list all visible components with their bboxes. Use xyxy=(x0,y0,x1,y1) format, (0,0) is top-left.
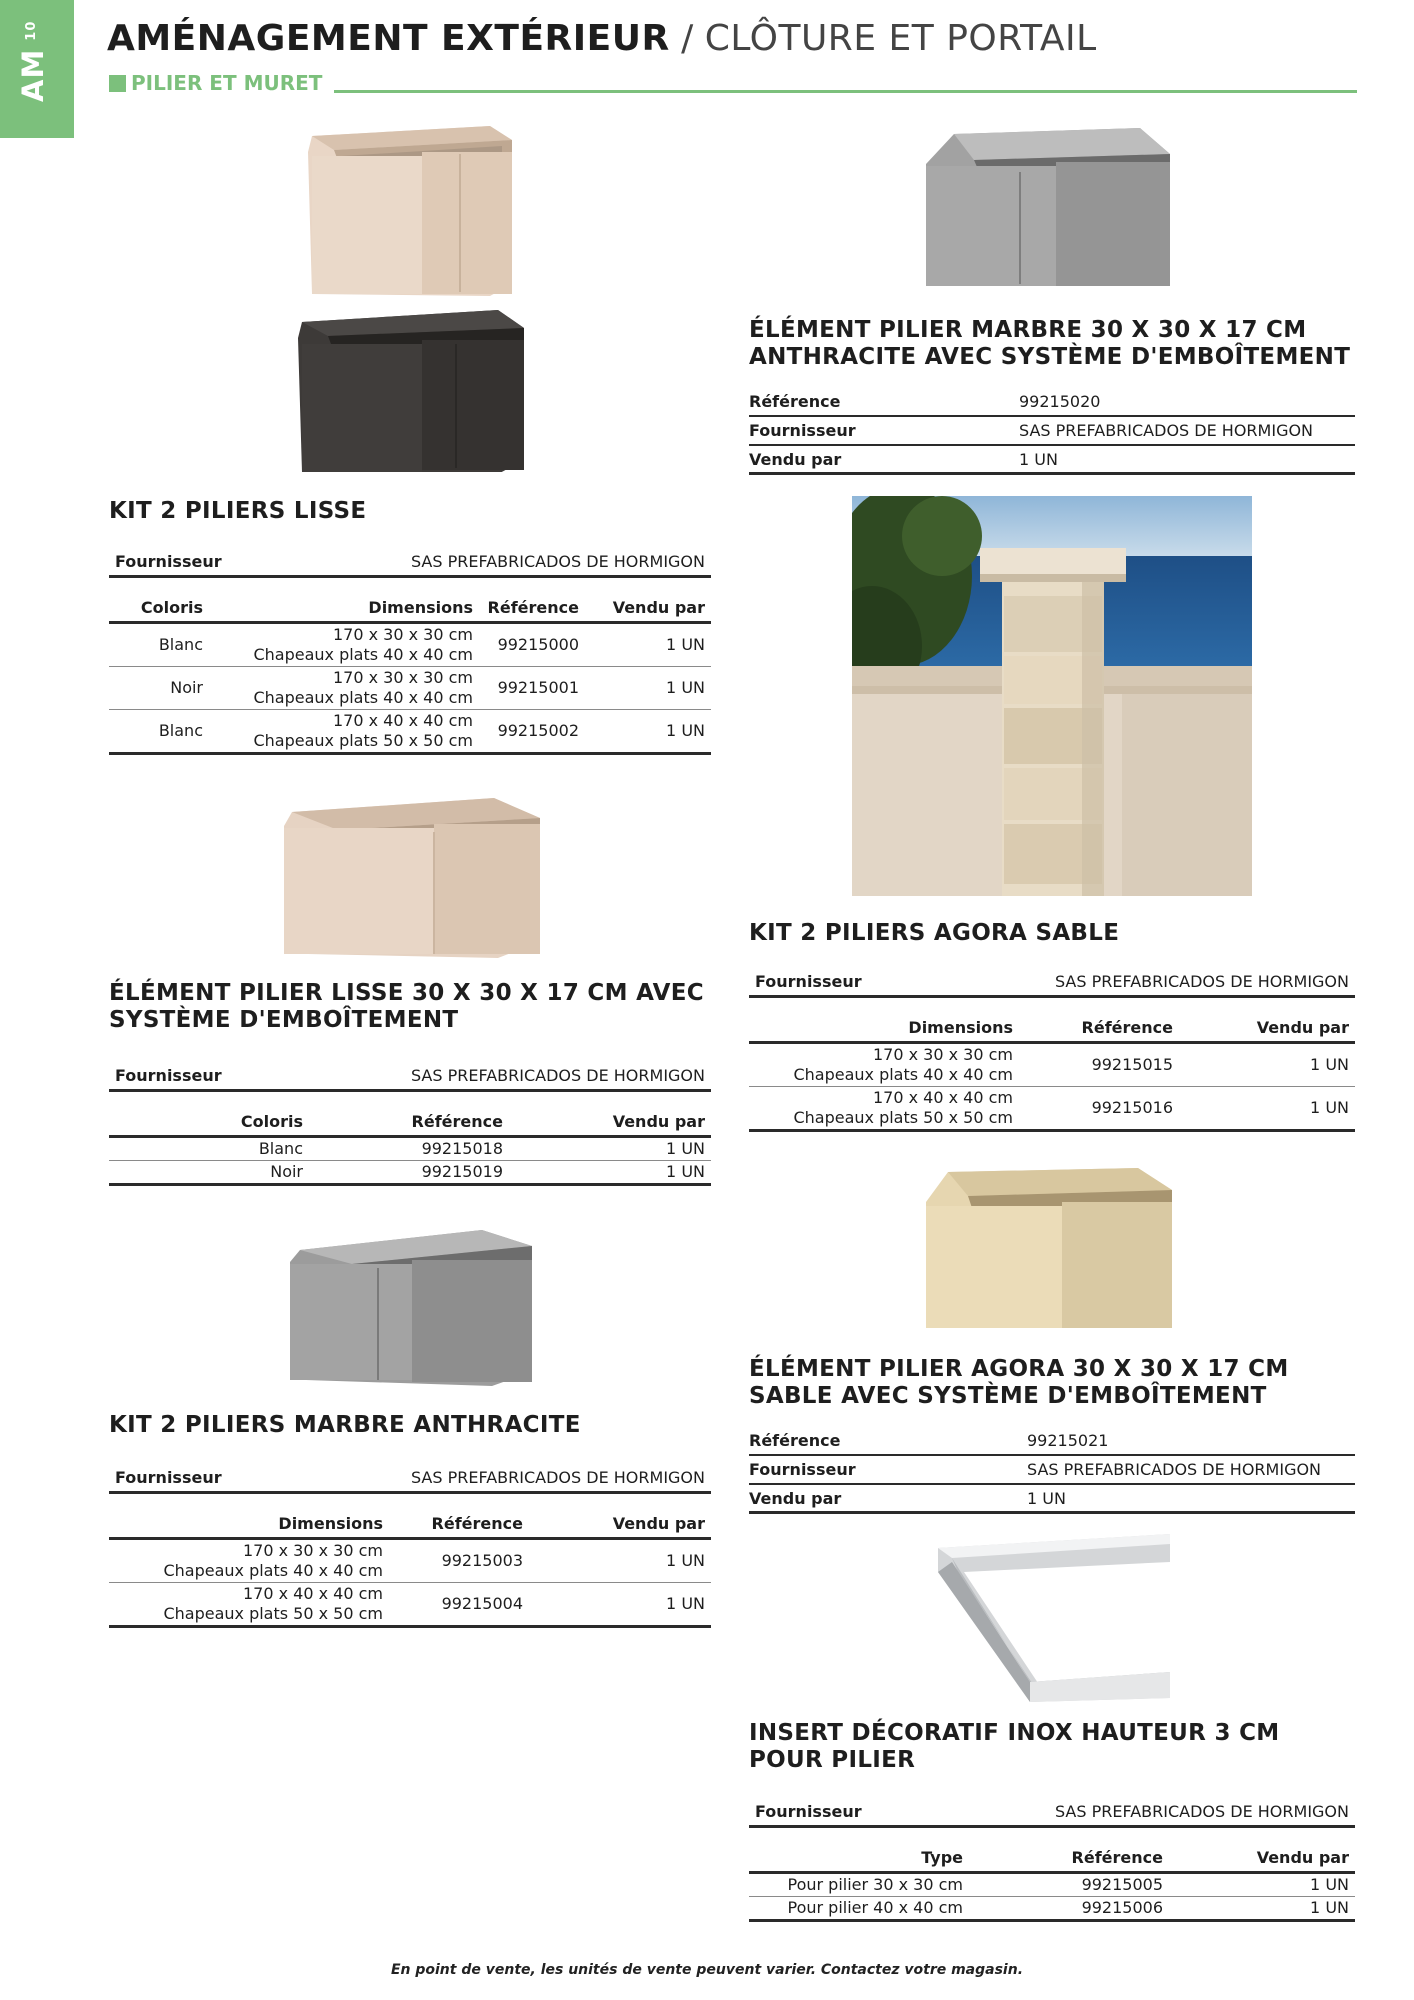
cell-reference: 99215005 xyxy=(969,1872,1169,1896)
cell-reference: 99215016 xyxy=(1019,1086,1179,1130)
cell-reference: 99215001 xyxy=(479,666,585,709)
cell-coloris: Noir xyxy=(109,1160,309,1184)
element-lisse-image xyxy=(278,792,546,962)
cell-coloris: Blanc xyxy=(109,709,209,753)
dim-line-1: 170 x 30 x 30 cm xyxy=(332,667,473,687)
detail-row-reference xyxy=(749,1427,1355,1456)
table-row xyxy=(109,1136,711,1160)
title-line-2: SYSTÈME D'EMBOÎTEMENT xyxy=(109,1007,459,1033)
kit-marbre-title: KIT 2 PILIERS MARBRE ANTHRACITE xyxy=(109,1412,581,1438)
element-marbre-title xyxy=(749,317,1350,371)
detail-row-supplier xyxy=(749,1456,1355,1485)
insert-inox-table xyxy=(749,1842,1355,1922)
supplier-label: Fournisseur xyxy=(115,1066,222,1085)
detail-value: 99215021 xyxy=(1027,1431,1109,1450)
page-title xyxy=(107,17,1097,61)
dim-line-2: Chapeaux plats 40 x 40 cm xyxy=(253,644,473,664)
footer-note: En point de vente, les unités de vente peuvent varier. Contactez votre magasin. xyxy=(390,1962,1024,1978)
col-vendu-par: Vendu par xyxy=(1169,1842,1355,1872)
section-divider xyxy=(334,90,1357,93)
cell-coloris: Blanc xyxy=(109,1136,309,1160)
title-line-1: ÉLÉMENT PILIER LISSE 30 X 30 X 17 CM AVEC xyxy=(109,980,704,1006)
detail-row-supplier xyxy=(749,417,1355,446)
table-row xyxy=(109,666,711,709)
cell-vendu-par: 1 UN xyxy=(529,1582,711,1626)
kit-lisse-title: KIT 2 PILIERS LISSE xyxy=(109,498,367,524)
cell-reference: 99215019 xyxy=(309,1160,509,1184)
detail-row-unit xyxy=(749,446,1355,475)
cell-vendu-par: 1 UN xyxy=(585,709,711,753)
kit-lisse-table xyxy=(109,592,711,755)
cell-vendu-par: 1 UN xyxy=(585,666,711,709)
table-header-row xyxy=(109,592,711,622)
supplier-label: Fournisseur xyxy=(115,552,222,571)
kit-agora-photo xyxy=(852,496,1252,896)
page-title-main: AMÉNAGEMENT EXTÉRIEUR xyxy=(107,18,670,59)
col-reference: Référence xyxy=(479,592,585,622)
table-row xyxy=(749,1872,1355,1896)
kit-agora-table xyxy=(749,1012,1355,1132)
detail-label: Fournisseur xyxy=(749,1460,856,1479)
table-row xyxy=(109,1582,711,1626)
cell-coloris: Noir xyxy=(109,666,209,709)
cell-reference: 99215015 xyxy=(1019,1042,1179,1086)
supplier-value: SAS PREFABRICADOS DE HORMIGON xyxy=(1054,972,1349,991)
cell-dimensions xyxy=(109,1538,389,1582)
cell-dimensions xyxy=(209,622,479,666)
dim-line-1: 170 x 30 x 30 cm xyxy=(332,624,473,644)
detail-value: SAS PREFABRICADOS DE HORMIGON xyxy=(1027,1460,1322,1479)
cell-type: Pour pilier 40 x 40 cm xyxy=(749,1896,969,1920)
page-number: 10 xyxy=(24,20,39,41)
kit-marbre-image xyxy=(286,1222,536,1390)
table-row xyxy=(749,1086,1355,1130)
detail-label: Vendu par xyxy=(749,1489,842,1508)
col-reference: Référence xyxy=(969,1842,1169,1872)
cell-reference: 99215002 xyxy=(479,709,585,753)
table-header-row xyxy=(109,1106,711,1136)
dim-line-1: 170 x 40 x 40 cm xyxy=(332,710,473,730)
detail-value: 1 UN xyxy=(1027,1489,1066,1508)
detail-label: Référence xyxy=(749,392,841,411)
dim-line-1: 170 x 40 x 40 cm xyxy=(242,1583,383,1603)
section-label: PILIER ET MURET xyxy=(131,71,323,95)
element-lisse-supplier-row xyxy=(109,1060,711,1092)
detail-label: Référence xyxy=(749,1431,841,1450)
dim-line-2: Chapeaux plats 40 x 40 cm xyxy=(253,687,473,707)
dim-line-2: Chapeaux plats 50 x 50 cm xyxy=(163,1603,383,1623)
kit-lisse-image xyxy=(290,122,540,472)
kit-marbre-table xyxy=(109,1508,711,1628)
table-header-row xyxy=(109,1508,711,1538)
table-row xyxy=(109,1160,711,1184)
cell-type: Pour pilier 30 x 30 cm xyxy=(749,1872,969,1896)
cell-reference: 99215000 xyxy=(479,622,585,666)
detail-value: 1 UN xyxy=(1019,450,1058,469)
cell-reference: 99215003 xyxy=(389,1538,529,1582)
table-header-row xyxy=(749,1012,1355,1042)
element-marbre-image xyxy=(924,124,1172,290)
cell-dimensions xyxy=(109,1582,389,1626)
title-line-1: ÉLÉMENT PILIER MARBRE 30 X 30 X 17 CM xyxy=(749,317,1307,343)
title-line-2: ANTHRACITE AVEC SYSTÈME D'EMBOÎTEMENT xyxy=(749,344,1351,370)
col-vendu-par: Vendu par xyxy=(1179,1012,1355,1042)
col-dimensions: Dimensions xyxy=(109,1508,389,1538)
section-header xyxy=(109,72,1357,94)
element-agora-details xyxy=(749,1427,1355,1514)
chapter-code xyxy=(16,0,50,102)
cell-vendu-par: 1 UN xyxy=(1169,1872,1355,1896)
element-lisse-title xyxy=(109,980,704,1034)
kit-lisse-supplier-row xyxy=(109,546,711,578)
cell-reference: 99215006 xyxy=(969,1896,1169,1920)
cell-dimensions xyxy=(749,1086,1019,1130)
chapter-code-label: AM xyxy=(16,48,50,102)
supplier-value: SAS PREFABRICADOS DE HORMIGON xyxy=(1054,1802,1349,1821)
side-tab xyxy=(0,0,74,138)
dim-line-1: 170 x 40 x 40 cm xyxy=(872,1087,1013,1107)
insert-inox-title xyxy=(749,1720,1279,1774)
col-reference: Référence xyxy=(1019,1012,1179,1042)
page-title-separator: / xyxy=(669,18,705,59)
title-line-2: POUR PILIER xyxy=(749,1747,916,1773)
col-vendu-par: Vendu par xyxy=(529,1508,711,1538)
cell-dimensions xyxy=(209,666,479,709)
supplier-label: Fournisseur xyxy=(755,1802,862,1821)
title-line-1: ÉLÉMENT PILIER AGORA 30 X 30 X 17 CM xyxy=(749,1356,1289,1382)
col-reference: Référence xyxy=(309,1106,509,1136)
col-coloris: Coloris xyxy=(109,1106,309,1136)
cell-vendu-par: 1 UN xyxy=(1179,1086,1355,1130)
insert-inox-image xyxy=(934,1532,1174,1702)
cell-reference: 99215018 xyxy=(309,1136,509,1160)
cell-vendu-par: 1 UN xyxy=(585,622,711,666)
detail-label: Fournisseur xyxy=(749,421,856,440)
kit-agora-title: KIT 2 PILIERS AGORA SABLE xyxy=(749,920,1120,946)
col-reference: Référence xyxy=(389,1508,529,1538)
detail-row-reference xyxy=(749,388,1355,417)
cell-coloris: Blanc xyxy=(109,622,209,666)
element-agora-title xyxy=(749,1356,1289,1410)
title-line-1: INSERT DÉCORATIF INOX HAUTEUR 3 CM xyxy=(749,1720,1280,1746)
col-vendu-par: Vendu par xyxy=(509,1106,711,1136)
cell-dimensions xyxy=(749,1042,1019,1086)
supplier-label: Fournisseur xyxy=(755,972,862,991)
table-row xyxy=(749,1042,1355,1086)
detail-value: 99215020 xyxy=(1019,392,1101,411)
element-agora-image xyxy=(924,1162,1174,1334)
detail-value: SAS PREFABRICADOS DE HORMIGON xyxy=(1019,421,1314,440)
cell-vendu-par: 1 UN xyxy=(529,1538,711,1582)
cell-vendu-par: 1 UN xyxy=(1169,1896,1355,1920)
col-dimensions: Dimensions xyxy=(209,592,479,622)
table-row xyxy=(109,709,711,753)
cell-dimensions xyxy=(209,709,479,753)
dim-line-2: Chapeaux plats 40 x 40 cm xyxy=(163,1560,383,1580)
dim-line-2: Chapeaux plats 50 x 50 cm xyxy=(253,730,473,750)
dim-line-1: 170 x 30 x 30 cm xyxy=(872,1044,1013,1064)
detail-row-unit xyxy=(749,1485,1355,1514)
section-square-icon xyxy=(109,75,126,92)
col-dimensions: Dimensions xyxy=(749,1012,1019,1042)
detail-label: Vendu par xyxy=(749,450,842,469)
table-row xyxy=(109,622,711,666)
supplier-value: SAS PREFABRICADOS DE HORMIGON xyxy=(410,1066,705,1085)
col-vendu-par: Vendu par xyxy=(585,592,711,622)
supplier-value: SAS PREFABRICADOS DE HORMIGON xyxy=(410,1468,705,1487)
insert-inox-supplier-row xyxy=(749,1796,1355,1828)
supplier-value: SAS PREFABRICADOS DE HORMIGON xyxy=(410,552,705,571)
kit-agora-supplier-row xyxy=(749,966,1355,998)
page-title-sub: CLÔTURE ET PORTAIL xyxy=(704,18,1097,59)
element-marbre-details xyxy=(749,388,1355,475)
cell-vendu-par: 1 UN xyxy=(1179,1042,1355,1086)
dim-line-1: 170 x 30 x 30 cm xyxy=(242,1540,383,1560)
col-coloris: Coloris xyxy=(109,592,209,622)
cell-reference: 99215004 xyxy=(389,1582,529,1626)
table-row xyxy=(109,1538,711,1582)
element-lisse-table xyxy=(109,1106,711,1186)
col-type: Type xyxy=(749,1842,969,1872)
kit-marbre-supplier-row xyxy=(109,1462,711,1494)
title-line-2: SABLE AVEC SYSTÈME D'EMBOÎTEMENT xyxy=(749,1383,1267,1409)
cell-vendu-par: 1 UN xyxy=(509,1136,711,1160)
supplier-label: Fournisseur xyxy=(115,1468,222,1487)
cell-vendu-par: 1 UN xyxy=(509,1160,711,1184)
table-row xyxy=(749,1896,1355,1920)
table-header-row xyxy=(749,1842,1355,1872)
dim-line-2: Chapeaux plats 40 x 40 cm xyxy=(793,1064,1013,1084)
dim-line-2: Chapeaux plats 50 x 50 cm xyxy=(793,1107,1013,1127)
